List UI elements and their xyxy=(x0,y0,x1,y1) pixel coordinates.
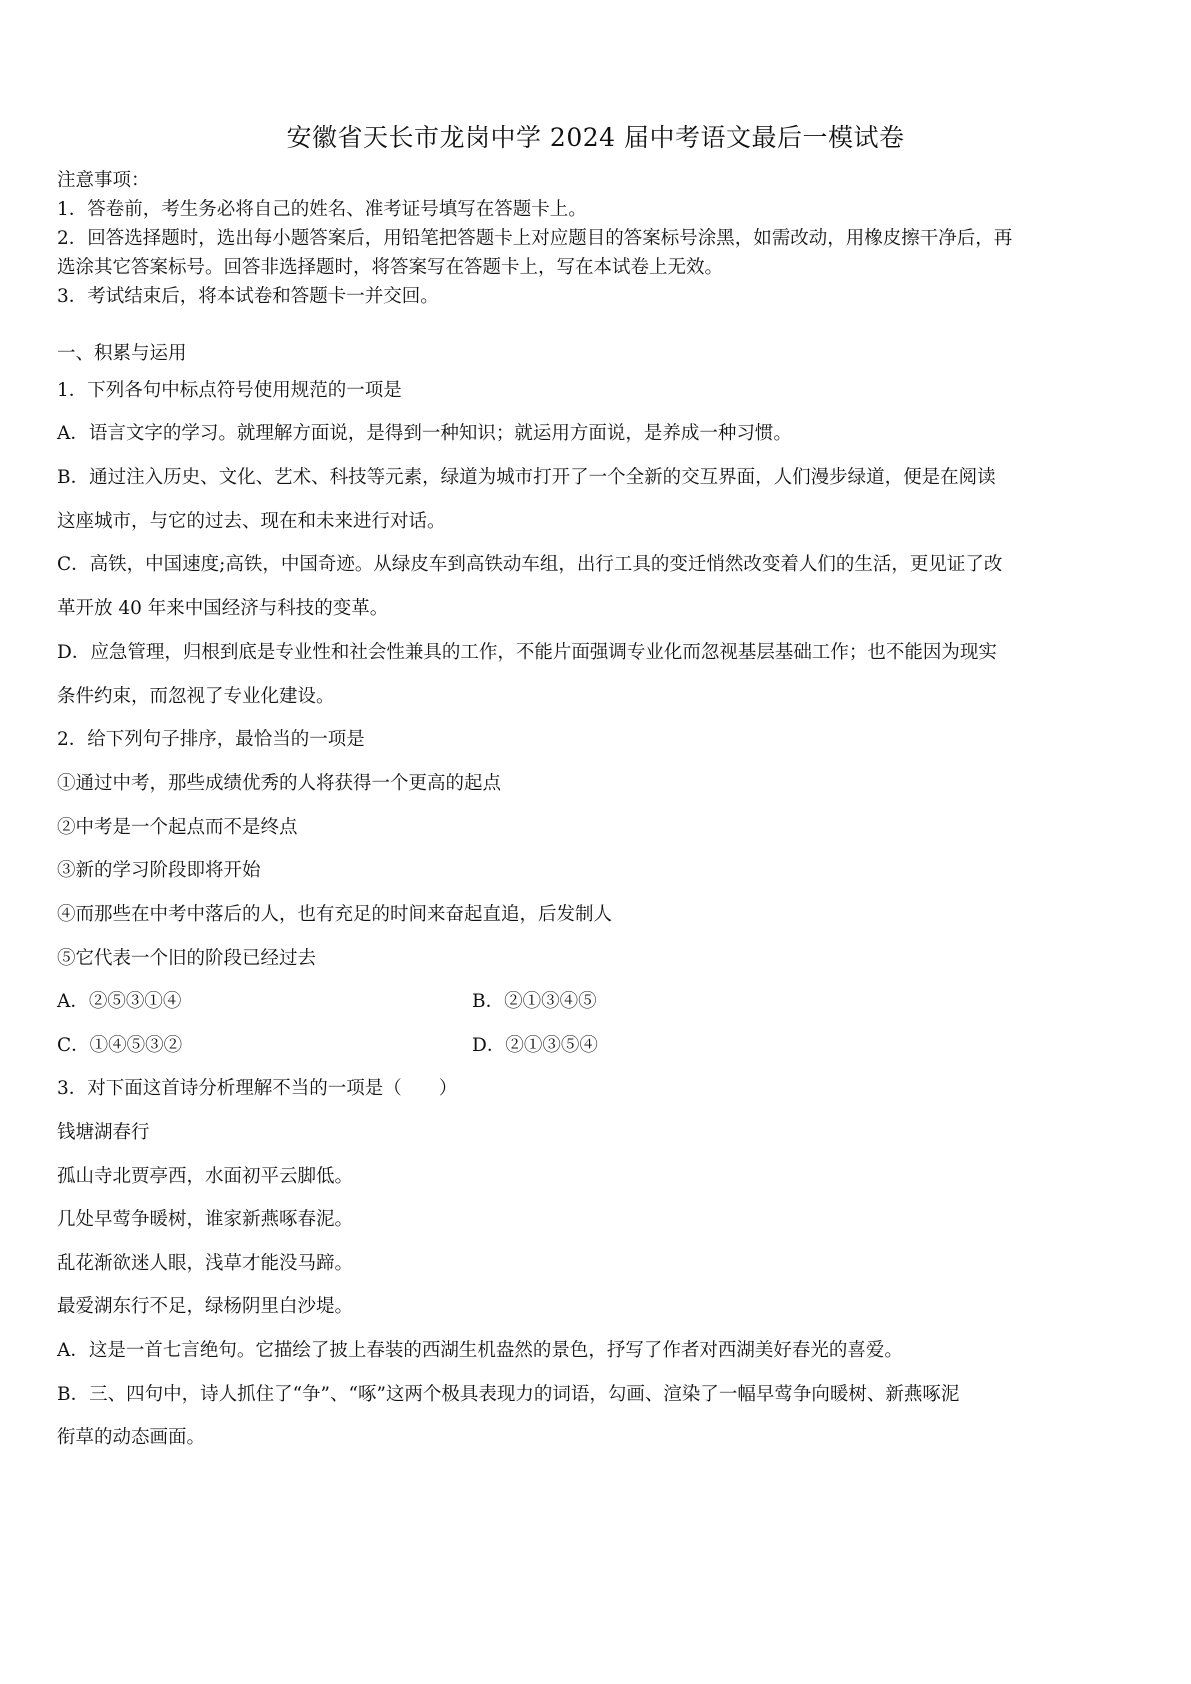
question-1-option-a: A．语言文字的学习。就理解方面说，是得到一种知识；就运用方面说，是养成一种习惯。 xyxy=(57,423,792,444)
question-2-sentence-2: ②中考是一个起点而不是终点 xyxy=(57,817,298,838)
question-3-option-b: B．三、四句中，诗人抓住了“争”、“啄”这两个极具表现力的词语，勾画、渲染了一幅早莺争向暖树、新燕啄泥 xyxy=(57,1384,960,1405)
notice-item: 1．答卷前，考生务必将自己的姓名、准考证号填写在答题卡上。 xyxy=(57,199,587,220)
question-2-stem: 2．给下列句子排序，最恰当的一项是 xyxy=(57,729,365,750)
question-2-option-d: D．②①③⑤④ xyxy=(472,1035,598,1056)
question-1-option-d-cont: 条件约束，而忽视了专业化建设。 xyxy=(57,686,335,707)
question-3-option-b-cont: 衔草的动态画面。 xyxy=(57,1427,206,1448)
question-1-option-c: C．高铁，中国速度;高铁，中国奇迹。从绿皮车到高铁动车组，出行工具的变迁悄然改变着人们的生活，更见证了改 xyxy=(57,554,1003,575)
question-2-option-a: A．②⑤③①④ xyxy=(57,991,182,1012)
section-heading: 一、积累与运用 xyxy=(57,343,187,364)
poem-line: 孤山寺北贾亭西，水面初平云脚低。 xyxy=(57,1166,354,1187)
question-1-stem: 1．下列各句中标点符号使用规范的一项是 xyxy=(57,380,402,401)
question-2-sentence-4: ④而那些在中考中落后的人，也有充足的时间来奋起直追，后发制人 xyxy=(57,904,613,925)
question-2-sentence-1: ①通过中考，那些成绩优秀的人将获得一个更高的起点 xyxy=(57,773,502,794)
question-1-option-b-cont: 这座城市，与它的过去、现在和未来进行对话。 xyxy=(57,511,446,532)
question-2-option-b: B．②①③④⑤ xyxy=(472,991,597,1012)
question-3-stem: 3．对下面这首诗分析理解不当的一项是（ ） xyxy=(57,1078,458,1099)
question-1-option-d: D．应急管理，归根到底是专业性和社会性兼具的工作，不能片面强调专业化而忽视基层基础工作；也不能因为现实 xyxy=(57,642,997,663)
question-1-option-c-cont: 革开放 40 年来中国经济与科技的变革。 xyxy=(57,598,389,619)
question-2-sentence-5: ⑤它代表一个旧的阶段已经过去 xyxy=(57,948,317,969)
poem-title: 钱塘湖春行 xyxy=(57,1122,150,1143)
question-2-option-c: C．①④⑤③② xyxy=(57,1035,183,1056)
poem-line: 最爱湖东行不足，绿杨阴里白沙堤。 xyxy=(57,1296,354,1317)
question-2-sentence-3: ③新的学习阶段即将开始 xyxy=(57,860,261,881)
poem-line: 乱花渐欲迷人眼，浅草才能没马蹄。 xyxy=(57,1253,354,1274)
notice-item: 2．回答选择题时，选出每小题答案后，用铅笔把答题卡上对应题目的答案标号涂黑，如需改动，用橡皮擦干净后，再 xyxy=(57,228,1013,249)
poem-line: 几处早莺争暖树，谁家新燕啄春泥。 xyxy=(57,1209,354,1230)
notice-heading: 注意事项： xyxy=(57,170,150,191)
question-3-option-a: A．这是一首七言绝句。它描绘了披上春装的西湖生机盎然的景色，抒写了作者对西湖美好春光的喜爱。 xyxy=(57,1340,903,1361)
notice-item: 3．考试结束后，将本试卷和答题卡一并交回。 xyxy=(57,286,439,307)
notice-item: 选涂其它答案标号。回答非选择题时，将答案写在答题卡上，写在本试卷上无效。 xyxy=(57,257,724,278)
question-1-option-b: B．通过注入历史、文化、艺术、科技等元素，绿道为城市打开了一个全新的交互界面，人们漫步绿道，便是在阅读 xyxy=(57,467,996,488)
exam-title: 安徽省天长市龙岗中学 2024 届中考语文最后一模试卷 xyxy=(286,123,905,152)
